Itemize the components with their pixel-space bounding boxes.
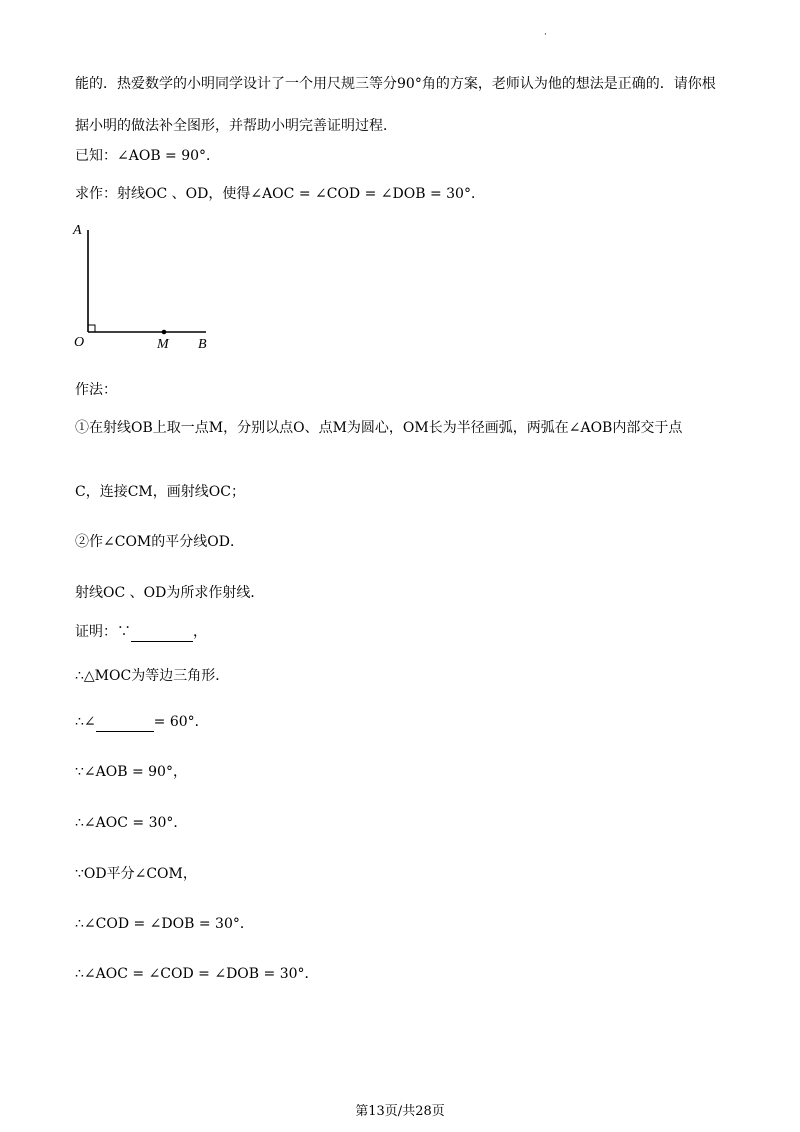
- method-title: 作法：: [75, 382, 117, 398]
- proof-line-4: ∵∠AOB = 90°，: [75, 764, 187, 780]
- proof-line-7: ∴∠COD = ∠DOB = 30°．: [75, 916, 254, 932]
- answer-blank-1[interactable]: [131, 641, 193, 642]
- known-line: 已知：∠AOB = 90°．: [75, 148, 221, 164]
- answer-blank-2[interactable]: [96, 731, 154, 732]
- geometry-figure: [70, 220, 270, 360]
- label-O: O: [74, 335, 85, 350]
- point-M: [162, 330, 167, 335]
- label-B: B: [198, 337, 207, 352]
- intro-line-1: 能的．热爱数学的小明同学设计了一个用尺规三等分90°角的方案，老师认为他的想法是正确的．请你根: [75, 76, 716, 92]
- step-2-line: ②作∠COM的平分线OD．: [75, 534, 244, 550]
- step-1-line-1: ①在射线OB上取一点M，分别以点O、点M为圆心，OM长为半径画弧，两弧在∠AOB内部交于点: [75, 420, 683, 436]
- header-dot: ·: [544, 30, 547, 40]
- proof-line-1: [75, 622, 207, 642]
- intro-line-2: 据小明的做法补全图形，并帮助小明完善证明过程．: [75, 118, 397, 134]
- rays-conclusion: 射线OC 、OD为所求作射线．: [75, 585, 265, 601]
- proof-angle-value: = 60°．: [153, 714, 209, 730]
- label-A: A: [73, 223, 82, 238]
- proof-because: 证明：∵: [75, 624, 131, 640]
- task-line: 求作：射线OC 、OD，使得∠AOC = ∠COD = ∠DOB = 30°．: [75, 186, 485, 202]
- label-M: M: [157, 337, 169, 352]
- right-angle-mark: [88, 325, 95, 332]
- proof-line-2: ∴△MOC为等边三角形．: [75, 668, 230, 684]
- proof-comma: ，: [193, 624, 207, 640]
- proof-line-8: ∴∠AOC = ∠COD = ∠DOB = 30°．: [75, 966, 319, 982]
- proof-therefore-angle: ∴∠: [75, 714, 96, 730]
- proof-line-3: [75, 712, 209, 732]
- step-1-line-2: C，连接CM，画射线OC；: [75, 484, 245, 500]
- page-footer: 第13页/共28页: [355, 1104, 445, 1119]
- proof-line-5: ∴∠AOC = 30°．: [75, 815, 188, 831]
- proof-line-6: ∵OD平分∠COM，: [75, 866, 197, 882]
